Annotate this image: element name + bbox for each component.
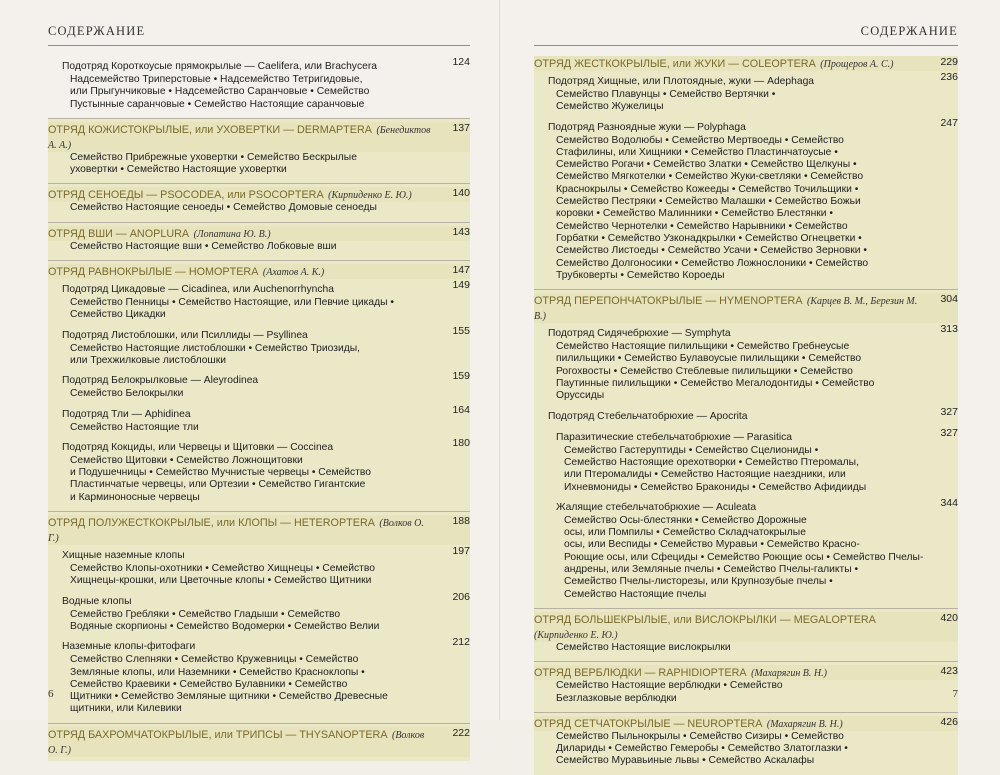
family-list-line: Горбатки • Семейство Узконадкрылки • Семейство Огнецветки • [556, 232, 862, 244]
right-page [500, 0, 1000, 767]
page-ref: 143 [452, 225, 470, 238]
toc-order [534, 289, 958, 608]
family-list-line: Семейство Плавунцы • Семейство Вертячки • [556, 89, 776, 100]
suborder-heading[interactable] [48, 279, 470, 297]
toc-subsection [48, 152, 470, 177]
order-title: ОТРЯД БАХРОМЧАТОКРЫЛЫЕ, или ТРИПСЫ — THYSANOPTERA [48, 728, 388, 741]
page-ref: 327 [940, 405, 958, 418]
suborder-title: Жалящие стебельчатобрюхие — Aculeata [556, 501, 757, 513]
toc-order [48, 222, 470, 260]
page-ref: 140 [452, 187, 470, 200]
family-list-line: Семейство Гастеруптиды • Семейство Сцелиониды • [564, 444, 819, 456]
page-ref: 155 [452, 324, 470, 337]
family-list-line: осы, или Веспиды • Семейство Муравьи • Семейство Красно- [564, 539, 860, 551]
suborder-title: Подотряд Хищные, или Плотоядные, жуки — Adephaga [548, 76, 815, 87]
family-list-line: Оруссиды [556, 390, 605, 402]
suborder-heading[interactable] [48, 545, 470, 563]
family-list-line: Семейство Настоящие тли [70, 421, 199, 433]
suborder-heading[interactable] [534, 406, 958, 424]
suborder-title: Водные клопы [62, 595, 132, 607]
family-list-line: Семейство Долгоносики • Семейство Ложнослоники • Семейство [556, 257, 869, 269]
page-ref: 236 [940, 71, 958, 83]
suborder-title: Подотряд Кокциды, или Червецы и Щитовки — Coccinea [62, 441, 334, 453]
toc-subsection [48, 636, 470, 715]
family-list-line: коровки • Семейство Малинники • Семейство Блестянки • [556, 208, 834, 220]
suborder-title: Подотряд Стебельчатобрюхие — Apocrita [548, 410, 748, 422]
page-ref: 197 [452, 545, 470, 558]
toc-subsection [48, 437, 470, 504]
order-title: ОТРЯД КОЖИСТОКРЫЛЫЕ, или УХОВЕРТКИ — DERMAPTERA [48, 123, 372, 136]
toc-subsection [534, 642, 958, 654]
family-list-line: Семейство Чернотелки • Семейство Нарывники • Семейство [556, 220, 848, 232]
order-heading[interactable] [48, 727, 470, 757]
page-ref: 327 [940, 426, 958, 439]
family-list-line: Краснокрылы • Семейство Кожееды • Семейство Точильщики • [556, 183, 859, 195]
suborder-heading[interactable] [48, 56, 470, 74]
page-ref: 344 [940, 496, 958, 509]
order-heading[interactable] [534, 665, 958, 680]
family-list-line: осы, или Помпилы • Семейство Складчатокрылые [564, 527, 806, 539]
family-list-line: Семейство Пчелы-листорезы, или Крупнозубые пчелы • [564, 576, 833, 588]
toc-subsection [48, 370, 470, 400]
family-list-line: Водяные скорпионы • Семейство Водомерки • Семейство Велии [70, 620, 380, 632]
order-heading[interactable] [48, 187, 470, 202]
family-list-line: или Трехжилковые листоблошки [70, 354, 226, 366]
toc-subsection [48, 404, 470, 434]
order-heading[interactable] [48, 515, 470, 545]
page-ref: 423 [940, 665, 958, 678]
page-ref: 147 [452, 264, 470, 277]
family-list-line: Паутинные пилильщики • Семейство Мегалодонтиды • Семейство [556, 378, 875, 390]
family-list-line: уховертки • Семейство Настоящие уховертки [70, 164, 287, 176]
order-author: (Лопатина Ю. В.) [193, 228, 271, 240]
page-ref: 212 [452, 636, 470, 649]
family-list-line: Роющие осы, или Сфециды • Семейство Роющие осы • Семейство Пчелы- [564, 551, 924, 563]
page-ref: 124 [452, 56, 470, 68]
toc-order [48, 118, 470, 184]
family-list-line: Ихневмониды • Семейство Бракониды • Семейство Афидииды [564, 481, 867, 493]
family-list-line: Семейство Осы-блестянки • Семейство Дорожные [564, 514, 807, 526]
order-title: ОТРЯД ВЕРБЛЮДКИ — RAPHIDIOPTERA [534, 667, 747, 680]
family-list-line: Семейство Цикадки [70, 309, 166, 321]
page-ref: 420 [940, 611, 958, 624]
page-ref: 188 [452, 515, 470, 528]
suborder-title: Хищные наземные клопы [62, 550, 185, 562]
family-list-line: Семейство Краевики • Семейство Булавники • Семейство [70, 678, 348, 690]
order-title: ОТРЯД ЖЕСТКОКРЫЛЫЕ, или ЖУКИ — COLEOPTERA [534, 58, 816, 70]
toc-subsection [48, 202, 470, 214]
order-heading[interactable] [48, 122, 470, 152]
page-number: 6 [48, 688, 54, 700]
family-list-line: Пустынные саранчовые • Семейство Настоящие саранчовые [70, 98, 365, 110]
suborder-heading[interactable] [48, 437, 470, 455]
order-title: ОТРЯД ПЕРЕПОНЧАТОКРЫЛЫЕ — HYMENOPTERA [534, 295, 803, 308]
suborder-title: Подотряд Сидячебрюхие — Symphyta [548, 328, 731, 340]
family-list-line: Семейство Жужелицы [556, 101, 664, 113]
page-ref: 426 [940, 715, 958, 728]
family-list-line: и Карминоносные червецы [70, 491, 200, 503]
family-list-line: Семейство Гребляки • Семейство Гладыши • Семейство [70, 608, 341, 620]
order-author: (Ахатов А. К.) [262, 267, 325, 279]
family-list-line: Дилариды • Семейство Гемеробы • Семейство Златоглазки • [556, 743, 848, 755]
suborder-heading[interactable] [534, 497, 958, 515]
family-list-line: Безглазковые верблюдки [556, 692, 677, 704]
family-list-line: Семейство Настоящие пилильщики • Семейство Гребнеусые [556, 341, 850, 353]
order-heading[interactable] [48, 226, 470, 241]
toc-order [534, 56, 958, 289]
suborder-heading[interactable] [48, 404, 470, 422]
suborder-title: Подотряд Листоблошки, или Псиллиды — Psyllinea [62, 329, 308, 341]
family-list-line: Семейство Слепняки • Семейство Кружевницы • Семейство [70, 654, 359, 666]
suborder-heading[interactable] [534, 71, 958, 89]
family-list-line: или Прыгунчиковые • Надсемейство Саранчовые • Семейство [70, 86, 370, 98]
family-list-line: Семейство Щитовки • Семейство Ложнощитовки [70, 454, 303, 466]
suborder-title: Подотряд Цикадовые — Cicadinea, или Auchenorrhyncha [62, 284, 334, 296]
toc-subsection [48, 241, 470, 253]
suborder-heading[interactable] [48, 325, 470, 343]
order-heading[interactable] [534, 293, 958, 323]
toc-subsection [534, 497, 958, 601]
running-head: СОДЕРЖАНИЕ [48, 18, 470, 46]
family-list-line: Земляные клопы, или Наземники • Семейство Красноклопы • [70, 666, 365, 678]
order-author: (Карцев В. М., Березин М. В.) [534, 296, 918, 323]
family-list-line: Семейство Мягкотелки • Семейство Жуки-светляки • Семейство [556, 171, 864, 183]
order-author: (Кирпиденко Е. Ю.) [328, 190, 412, 202]
order-author: (Махарягин В. Н.) [751, 668, 827, 680]
page-ref: 222 [452, 726, 470, 739]
suborder-title: Подотряд Разноядные жуки — Polyphaga [548, 121, 746, 133]
family-list-line: Рогохвосты • Семейство Стеблевые пилильщики • Семейство [556, 365, 853, 377]
family-list-line: Семейство Пестряки • Семейство Малашки • Семейство Божьи [556, 196, 861, 208]
family-list-line: Семейство Муравьиные львы • Семейство Аскалафы [556, 755, 815, 767]
page-number: 7 [952, 688, 958, 700]
order-title: ОТРЯД РАВНОКРЫЛЫЕ — HOMOPTERA [48, 266, 259, 279]
toc-subsection [534, 427, 958, 494]
suborder-title: Паразитические стебельчатобрюхие — Parasitica [556, 431, 792, 443]
family-list-line: Семейство Настоящие листоблошки • Семейство Триозиды, [70, 342, 360, 354]
suborder-title: Подотряд Тли — Aphidinea [62, 408, 191, 420]
suborder-heading[interactable] [48, 636, 470, 654]
toc-subsection [48, 279, 470, 322]
family-list-line: Надсемейство Триперстовые • Надсемейство Тетригидовые, [70, 74, 363, 85]
toc-order [48, 723, 470, 761]
family-list-line: Трубковерты • Семейство Короеды [556, 269, 725, 281]
table-of-contents [48, 56, 470, 761]
toc-order [48, 511, 470, 723]
suborder-title: Подотряд Короткоусые прямокрылые — Caelifera, или Brachycera [62, 61, 377, 72]
page-ref: 206 [452, 590, 470, 603]
toc-order [534, 712, 958, 775]
page-ref: 229 [940, 56, 958, 68]
family-list-line: Семейство Пыльнокрылы • Семейство Сизиры • Семейство [556, 730, 844, 742]
family-list-line: Семейство Белокрылки [70, 388, 184, 400]
order-author: (Махарягин В. Н.) [766, 718, 843, 730]
suborder-heading[interactable] [534, 323, 958, 341]
toc-subsection [534, 406, 958, 424]
family-list-line: Семейство Рогачи • Семейство Златки • Семейство Щелкуны • [556, 159, 857, 171]
order-author: (Волков О. Г.) [48, 729, 425, 756]
page-ref: 313 [940, 323, 958, 336]
family-list-line: или Птеромалиды • Семейство Настоящие наездники, или [564, 469, 846, 481]
family-list-line: Семейство Пенницы • Семейство Настоящие, или Певчие цикады • [70, 297, 395, 309]
toc-subsection [534, 731, 958, 768]
order-title: ОТРЯД БОЛЬШЕКРЫЛЫЕ, или ВИСЛОКРЫЛКИ — MEGALOPTERA [534, 613, 876, 626]
order-title: ОТРЯД ВШИ — ANOPLURA [48, 227, 190, 240]
order-heading[interactable] [534, 612, 958, 642]
toc-subsection [48, 545, 470, 588]
family-list-line: Семейство Прибрежные уховертки • Семейство Бескрылые [70, 151, 357, 163]
page-ref: 164 [452, 403, 470, 416]
page-ref: 159 [452, 370, 470, 383]
family-list-line: и Подушечницы • Семейство Мучнистые червецы • Семейство [70, 467, 371, 479]
family-list-line: Семейство Настоящие вислокрылки [556, 641, 731, 653]
order-author: (Волков О. Г.) [48, 518, 424, 545]
family-list-line: Семейство Настоящие пчелы [564, 588, 707, 600]
order-author: (Прощеров А. С.) [820, 59, 894, 70]
family-list-line: Семейство Настоящие орехотворки • Семейство Птеромалы, [564, 456, 859, 468]
toc-order [48, 260, 470, 511]
suborder-title: Подотряд Белокрылковые — Aleyrodinea [62, 375, 259, 387]
suborder-title: Наземные клопы-фитофаги [62, 641, 196, 653]
family-list-line: щитники, или Килевики [70, 703, 182, 715]
suborder-heading[interactable] [48, 591, 470, 609]
family-list-line: Семейство Настоящие вши • Семейство Лобковые вши [70, 240, 337, 252]
order-title: ОТРЯД СЕНОЕДЫ — PSOCODEA, или PSOCOPTERA [48, 189, 324, 202]
suborder-heading[interactable] [48, 370, 470, 388]
family-list-line: Щитники • Семейство Земляные щитники • Семейство Древесные [70, 691, 388, 703]
toc-subsection [534, 680, 958, 705]
toc-order [534, 661, 958, 712]
page-ref: 149 [452, 279, 470, 292]
family-list-line: Семейство Настоящие сеноеды • Семейство Домовые сеноеды [70, 202, 377, 214]
order-heading[interactable] [534, 716, 958, 731]
family-list-line: Семейство Листоеды • Семейство Усачи • Семейство Зерновки • [556, 245, 868, 257]
order-heading[interactable] [48, 264, 470, 279]
toc-subsection [48, 325, 470, 368]
family-list-line: Пластинчатые червецы, или Ортезии • Семейство Гигантские [70, 479, 366, 491]
toc-subsection [534, 323, 958, 402]
running-head: СОДЕРЖАНИЕ [534, 18, 958, 46]
family-list-line: андрены, или Земляные пчелы • Семейство Пчелы-галикты • [564, 564, 859, 576]
order-title: ОТРЯД СЕТЧАТОКРЫЛЫЕ — NEUROPTERA [534, 717, 763, 730]
suborder-heading[interactable] [534, 427, 958, 445]
left-page [0, 0, 500, 756]
order-heading[interactable] [534, 56, 958, 71]
family-list-line: Семейство Клопы-охотники • Семейство Хищнецы • Семейство [70, 563, 375, 575]
family-list-line: Семейство Настоящие верблюдки • Семейство [556, 680, 783, 692]
toc-order [534, 608, 958, 661]
toc-subsection [48, 56, 470, 111]
page-ref: 180 [452, 436, 470, 449]
toc-order [48, 183, 470, 221]
page-ref: 247 [940, 116, 958, 129]
suborder-heading[interactable] [534, 117, 958, 135]
toc-subsection [48, 591, 470, 634]
toc-subsection [534, 71, 958, 114]
family-list-line: Хищнецы-крошки, или Цветочные клопы • Семейство Щитники [70, 575, 372, 587]
toc-order [48, 56, 470, 118]
family-list-line: Семейство Водолюбы • Семейство Мертвоеды • Семейство [556, 134, 844, 146]
order-author: (Бенедиктов А. А.) [48, 124, 431, 151]
family-list-line: пилильщики • Семейство Булавоусые пилильщики • Семейство [556, 353, 862, 365]
table-of-contents [534, 56, 958, 775]
page-ref: 304 [940, 293, 958, 306]
family-list-line: Стафилины, или Хищники • Семейство Пластинчатоусые • [556, 146, 838, 158]
order-author: (Кирпиденко Е. Ю.) [534, 629, 618, 641]
order-title: ОТРЯД ПОЛУЖЕСТКОКРЫЛЫЕ, или КЛОПЫ — HETEROPTERA [48, 517, 375, 530]
page-ref: 137 [452, 121, 470, 134]
toc-subsection [534, 117, 958, 283]
